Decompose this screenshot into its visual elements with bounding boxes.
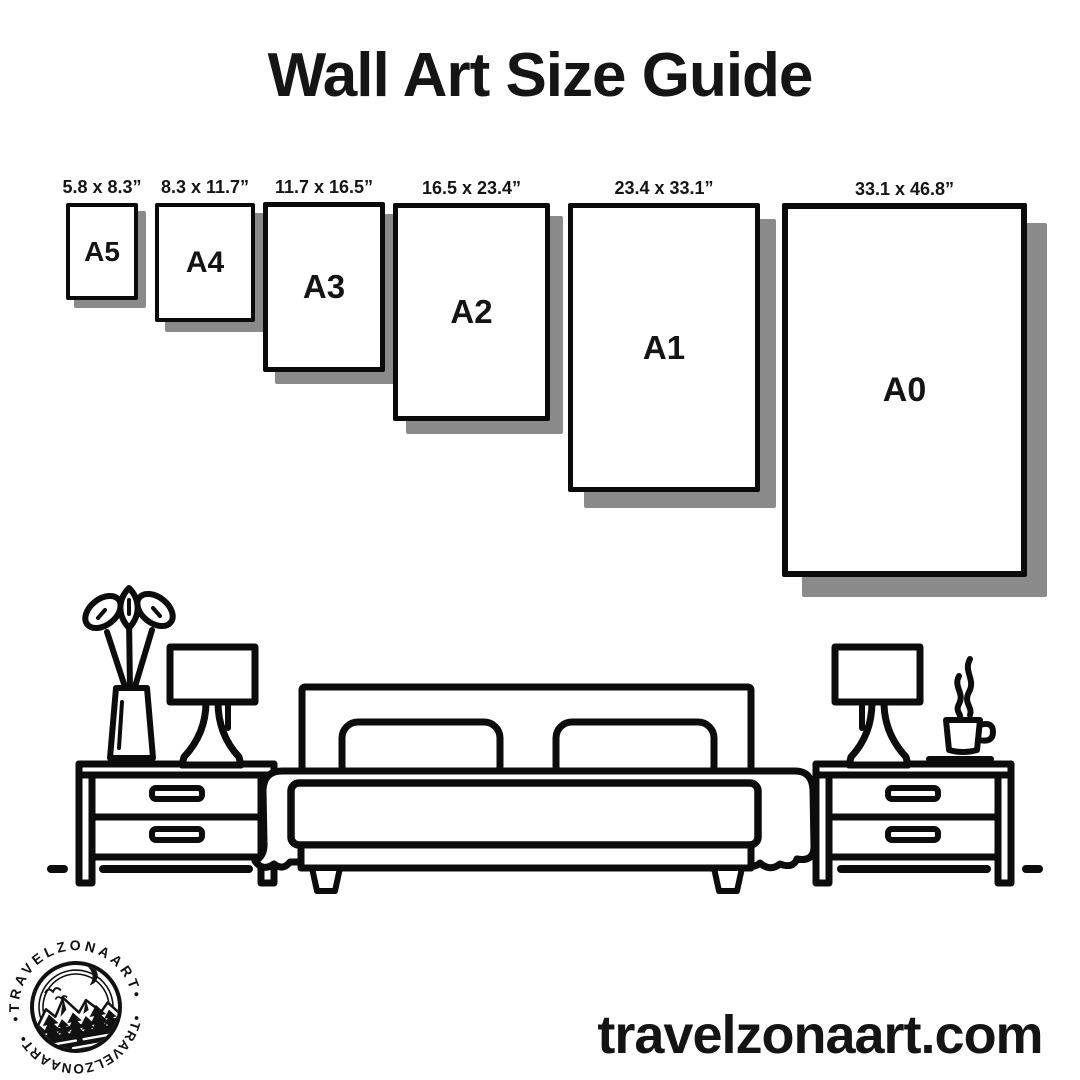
bedroom-scene-illustration — [0, 578, 1080, 918]
double-bed-icon — [255, 687, 814, 891]
steam — [967, 659, 971, 715]
steam — [957, 676, 960, 717]
size-a1-code: A1 — [642, 328, 686, 366]
size-a0-dimensions: 33.1 x 46.8” — [854, 179, 955, 199]
bed-frame — [301, 845, 751, 868]
bed-leg — [714, 868, 742, 891]
website-url: travelzonaart.com — [597, 1005, 1043, 1065]
size-box-a0 — [782, 179, 1027, 577]
plant-stem — [134, 630, 152, 690]
cup-body — [946, 720, 980, 752]
lamp-base — [182, 702, 241, 765]
size-a2-dimensions: 16.5 x 23.4” — [421, 178, 522, 198]
mattress — [291, 783, 758, 845]
bed-leg — [312, 868, 340, 891]
vase — [110, 688, 153, 758]
brand-logo — [2, 930, 152, 1080]
logo-ring-text-top: •TRAVELZONAART• — [5, 937, 146, 1023]
coffee-cup-icon — [929, 659, 993, 759]
size-a3-code: A3 — [302, 268, 346, 305]
size-a4-dimensions: 8.3 x 11.7” — [160, 177, 250, 197]
table-lamp-icon — [170, 647, 255, 765]
size-a2-code: A2 — [450, 293, 493, 330]
size-box-a1 — [568, 178, 760, 492]
size-box-a3 — [263, 177, 385, 372]
size-a0-code: A0 — [882, 370, 927, 409]
size-a5-code: A5 — [84, 235, 120, 267]
size-a4-code: A4 — [185, 245, 225, 279]
size-a3-dimensions: 11.7 x 16.5” — [274, 177, 374, 197]
plant-vase-icon — [79, 587, 179, 758]
size-box-a4 — [155, 177, 255, 322]
plant-stem — [107, 632, 126, 690]
size-box-a5 — [62, 177, 142, 300]
logo-ring-text-bottom: •TRAVELZONAART• — [15, 1014, 145, 1077]
page-title: Wall Art Size Guide — [267, 41, 813, 110]
nightstand-right-group — [816, 647, 1039, 883]
nightstand-icon — [51, 647, 274, 883]
size-a1-dimensions: 23.4 x 33.1” — [614, 178, 714, 198]
size-box-a2 — [393, 178, 550, 421]
lamp-shade — [170, 647, 255, 702]
size-a5-dimensions: 5.8 x 8.3” — [62, 177, 142, 197]
